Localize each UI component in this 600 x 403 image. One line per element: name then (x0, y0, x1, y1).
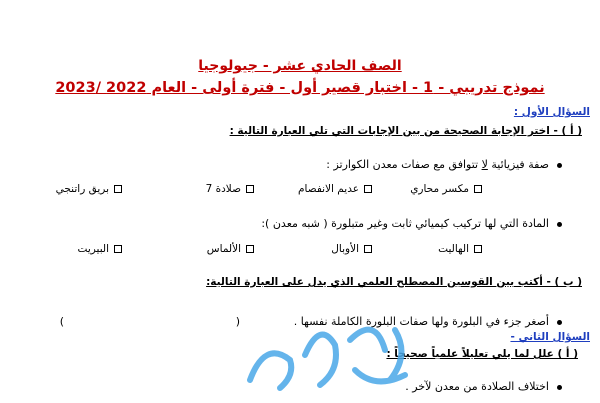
checkbox-icon[interactable] (114, 185, 122, 193)
q1-item-2-option-4[interactable]: البيريت (78, 243, 122, 255)
q1-item-1: صفة فيزيائية لا تتوافق مع صفات معدن الكوارتز : (326, 158, 562, 171)
checkbox-icon[interactable] (114, 245, 122, 253)
bullet-icon (557, 385, 562, 390)
checkbox-icon[interactable] (364, 245, 372, 253)
bullet-icon (557, 222, 562, 227)
q1-item-1-option-1[interactable]: مكسر محاري (410, 183, 482, 195)
checkbox-icon[interactable] (474, 185, 482, 193)
bullet-icon (557, 163, 562, 168)
q1-item-1-option-2[interactable]: عديم الانفصام (298, 183, 372, 195)
negation-word: لا (481, 158, 488, 171)
question-2-title: السؤال الثاني - (510, 331, 590, 343)
q1-part-b-item: أصغر جزء في البلورة ولها صفات البلورة الكاملة نفسها . (294, 315, 562, 328)
q1-part-a-instruction: ( أ ) - اختر الإجابة الصحيحة من بين الإجابات التي تلي العبارة التالية : (229, 125, 582, 137)
q1-item-2-option-3[interactable]: الألماس (207, 243, 254, 255)
page-title: الصف الحادي عشر - جيولوجيا (198, 58, 402, 74)
checkbox-icon[interactable] (364, 185, 372, 193)
q1-item-1-option-4[interactable]: بريق راتنجي (56, 183, 122, 195)
checkbox-icon[interactable] (246, 185, 254, 193)
answer-paren-open: ( (235, 315, 240, 328)
q1-item-2-option-2[interactable]: الأوبال (331, 243, 372, 255)
question-1-title: السؤال الأول : (513, 106, 590, 118)
answer-paren-close: ) (59, 315, 64, 328)
q1-part-b-instruction: ( ب ) - أكتب بين القوسين المصطلح العلمي الذي يدل على العبارة التالية: (206, 276, 582, 288)
page-subtitle: نموذج تدريبي - 1 - اختبار قصير أول - فترة أولى - العام 2022 /2023 (55, 80, 545, 96)
bullet-icon (557, 320, 562, 325)
q1-item-2-option-1[interactable]: الهاليت (438, 243, 482, 255)
checkbox-icon[interactable] (474, 245, 482, 253)
q1-item-2: المادة التي لها تركيب كيميائي ثابت وغير متبلورة ( شبه معدن ): (261, 217, 562, 230)
checkbox-icon[interactable] (246, 245, 254, 253)
q2-part-a-item: اختلاف الصلادة من معدن لآخر . (405, 380, 562, 393)
q2-part-a-instruction: ( أ ) علل لما يلي تعليلاً علمياً صحيحاً : (386, 348, 578, 360)
q1-item-1-option-3[interactable]: صلادة 7 (206, 183, 254, 195)
